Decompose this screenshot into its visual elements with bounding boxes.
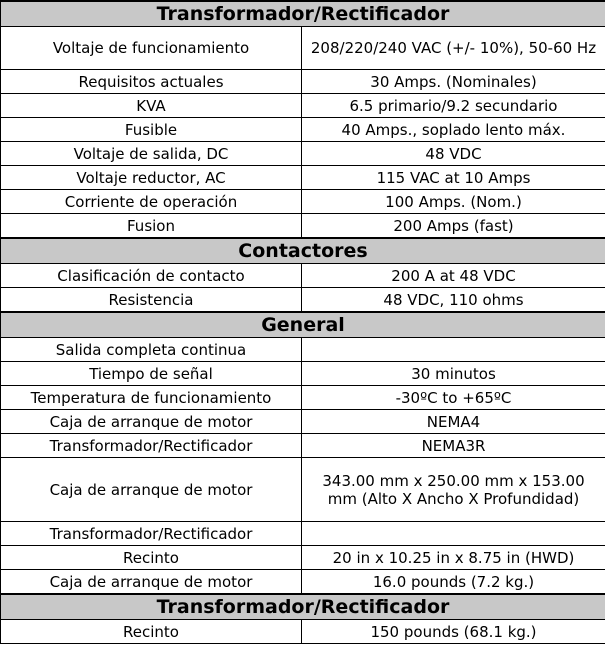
spec-label: Clasificación de contacto: [1, 264, 302, 288]
spec-value: 30 minutos: [302, 362, 605, 386]
table-row: [1, 264, 605, 288]
section-title: Transformador/Rectificador: [1, 594, 605, 620]
spec-label: Fusible: [1, 118, 302, 142]
table-row: [1, 434, 605, 458]
spec-label: Caja de arranque de motor: [1, 458, 302, 522]
spec-value: 6.5 primario/9.2 secundario: [302, 94, 605, 118]
spec-label: Resistencia: [1, 288, 302, 313]
spec-label: Transformador/Rectificador: [1, 522, 302, 546]
table-row: [1, 386, 605, 410]
table-row: [1, 338, 605, 362]
spec-value: 200 A at 48 VDC: [302, 264, 605, 288]
spec-label: Tiempo de señal: [1, 362, 302, 386]
spec-label: Fusion: [1, 214, 302, 239]
spec-value: 30 Amps. (Nominales): [302, 70, 605, 94]
spec-value: NEMA3R: [302, 434, 605, 458]
spec-label: Voltaje reductor, AC: [1, 166, 302, 190]
table-row: [1, 27, 605, 70]
spec-label: Transformador/Rectificador: [1, 434, 302, 458]
spec-label: Voltaje de funcionamiento: [1, 27, 302, 70]
section-header-row: [1, 312, 605, 338]
spec-value: 40 Amps., soplado lento máx.: [302, 118, 605, 142]
table-row: [1, 70, 605, 94]
table-row: [1, 522, 605, 546]
spec-value: 115 VAC at 10 Amps: [302, 166, 605, 190]
spec-label: KVA: [1, 94, 302, 118]
spec-label: Requisitos actuales: [1, 70, 302, 94]
spec-value: 343.00 mm x 250.00 mm x 153.00 mm (Alto X Ancho X Profundidad): [302, 458, 605, 522]
spec-label: Corriente de operación: [1, 190, 302, 214]
table-row: [1, 190, 605, 214]
spec-value: 150 pounds (68.1 kg.): [302, 620, 605, 644]
spec-value: 208/220/240 VAC (+/- 10%), 50-60 Hz: [302, 27, 605, 70]
table-row: [1, 570, 605, 595]
spec-value: 200 Amps (fast): [302, 214, 605, 239]
table-row: [1, 166, 605, 190]
section-title: Contactores: [1, 238, 605, 264]
section-title: General: [1, 312, 605, 338]
spec-label: Recinto: [1, 546, 302, 570]
section-header-row: [1, 238, 605, 264]
table-row: [1, 142, 605, 166]
spec-label: Temperatura de funcionamiento: [1, 386, 302, 410]
section-title: Transformador/Rectificador: [1, 1, 605, 27]
table-row: [1, 458, 605, 522]
spec-value: 48 VDC: [302, 142, 605, 166]
table-row: [1, 118, 605, 142]
table-row: [1, 288, 605, 313]
spec-value: -30ºC to +65ºC: [302, 386, 605, 410]
section-header-row: [1, 1, 605, 27]
spec-value: 100 Amps. (Nom.): [302, 190, 605, 214]
spec-value: NEMA4: [302, 410, 605, 434]
spec-value: 20 in x 10.25 in x 8.75 in (HWD): [302, 546, 605, 570]
spec-label: Voltaje de salida, DC: [1, 142, 302, 166]
spec-value: 16.0 pounds (7.2 kg.): [302, 570, 605, 595]
spec-label: Recinto: [1, 620, 302, 644]
table-row: [1, 410, 605, 434]
spec-value: [302, 522, 605, 546]
spec-label: Salida completa continua: [1, 338, 302, 362]
table-row: [1, 620, 605, 644]
table-row: [1, 214, 605, 239]
spec-label: Caja de arranque de motor: [1, 410, 302, 434]
table-row: [1, 94, 605, 118]
section-header-row: [1, 594, 605, 620]
spec-value: 48 VDC, 110 ohms: [302, 288, 605, 313]
spec-value: [302, 338, 605, 362]
spec-label: Caja de arranque de motor: [1, 570, 302, 595]
table-row: [1, 362, 605, 386]
table-row: [1, 546, 605, 570]
